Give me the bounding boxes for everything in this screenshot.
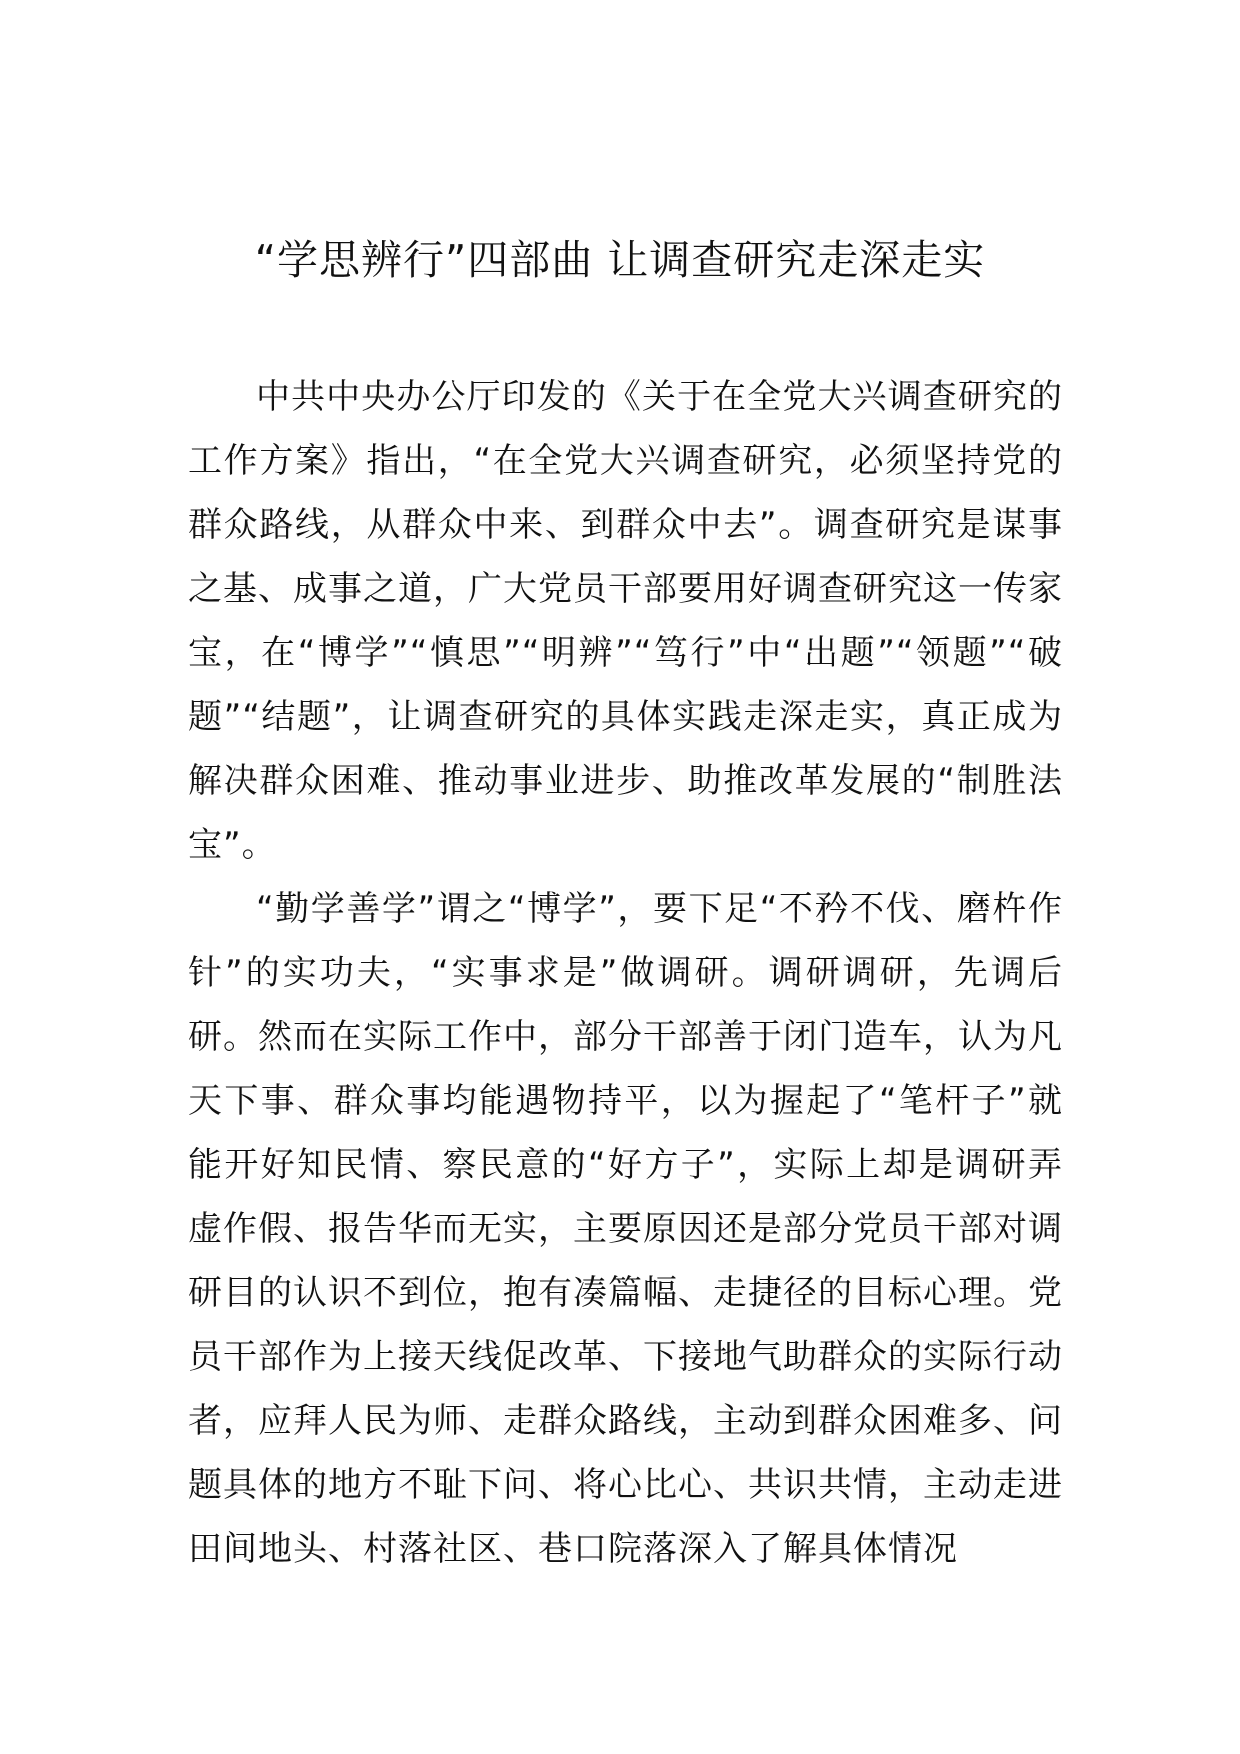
paragraph-1: 中共中央办公厅印发的《关于在全党大兴调查研究的工作方案》指出，“在全党大兴调查研究，必须坚持党的群众路线，从群众中来、到群众中去”。调查研究是谋事之基、成事之道，广大党员干部要用好调查研究这一传家宝，在“博学”“慎思”“明辨”“笃行”中“出题”“领题”“破题”“结题”，让调查研究的具体实践走深走实，真正成为解决群众困难、推动事业进步、助推改革发展的“制胜法宝”。	[188, 377, 1063, 865]
document-title: “学思辨行”四部曲 让调查研究走深走实	[254, 236, 986, 284]
document-body	[188, 365, 1063, 1581]
paragraph-2: “勤学善学”谓之“博学”，要下足“不矜不伐、磨杵作针”的实功夫，“实事求是”做调研。调研调研，先调后研。然而在实际工作中，部分干部善于闭门造车，认为凡天下事、群众事均能遇物持平，以为握起了“笔杆子”就能开好知民情、察民意的“好方子”，实际上却是调研弄虚作假、报告华而无实，主要原因还是部分党员干部对调研目的认识不到位，抱有凑篇幅、走捷径的目标心理。党员干部作为上接天线促改革、下接地气助群众的实际行动者，应拜人民为师、走群众路线，主动到群众困难多、问题具体的地方不耻下问、将心比心、共识共情，主动走进田间地头、村落社区、巷口院落深入了解具体情况	[188, 889, 1063, 1569]
